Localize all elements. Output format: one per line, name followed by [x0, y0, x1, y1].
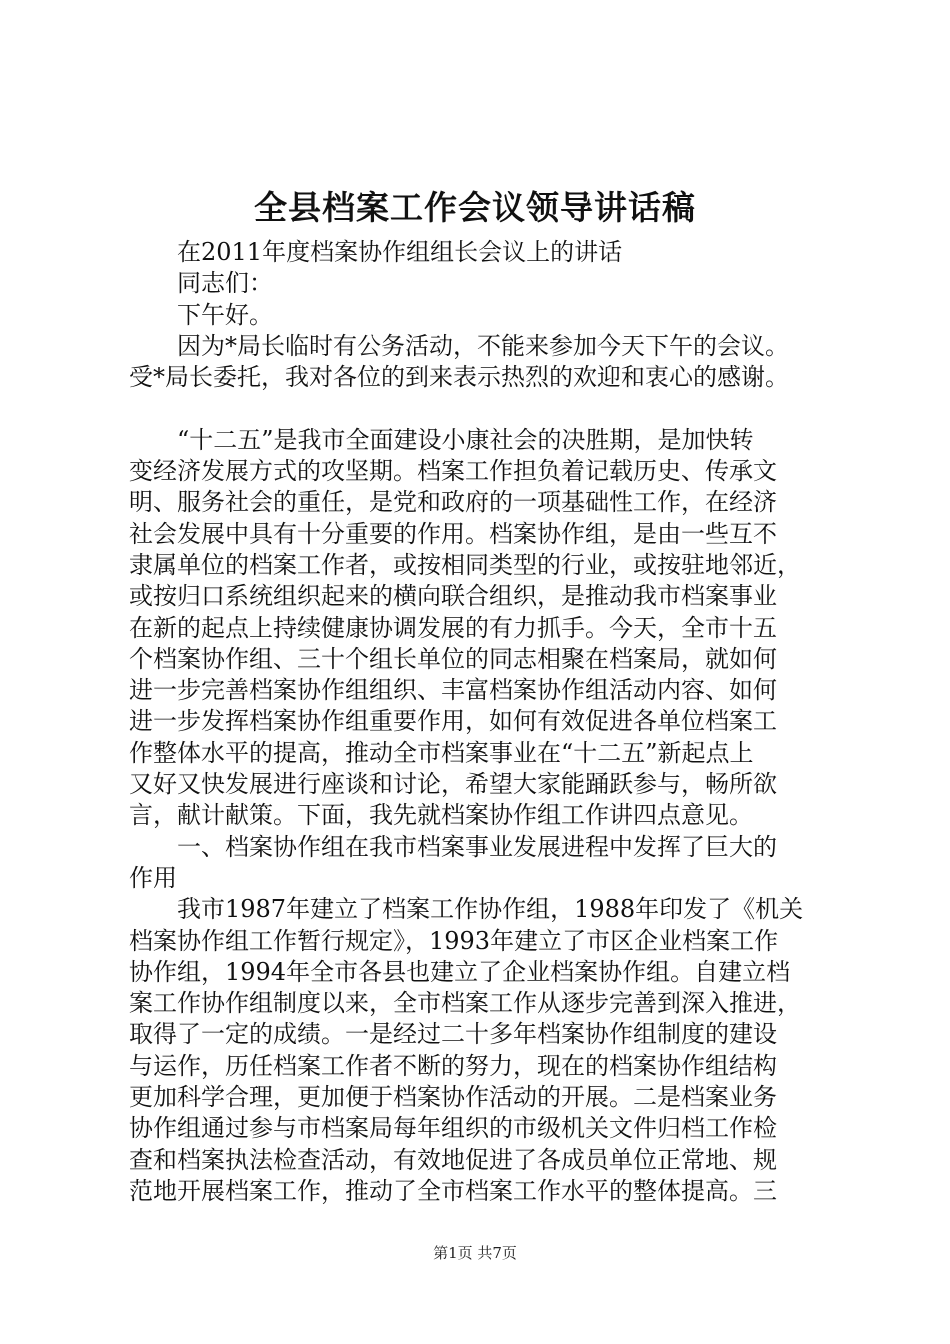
paragraph-line: 隶属单位的档案工作者，或按相同类型的行业，或按驻地邻近，	[129, 550, 801, 579]
paragraph-line: 个档案协作组、三十个组长单位的同志相聚在档案局，就如何	[129, 644, 777, 673]
page-footer: 第1页 共7页	[433, 1244, 517, 1262]
paragraph-line: 因为*局长临时有公务活动，不能来参加今天下午的会议。	[177, 331, 789, 360]
paragraph-line: 协作组，1994年全市各县也建立了企业档案协作组。自建立档	[129, 957, 791, 986]
paragraph-line: 取得了一定的成绩。一是经过二十多年档案协作组制度的建设	[129, 1020, 777, 1049]
paragraph-line: 查和档案执法检查活动，有效地促进了各成员单位正常地、规	[129, 1145, 777, 1174]
paragraph-line: 进一步发挥档案协作组重要作用，如何有效促进各单位档案工	[129, 707, 777, 736]
paragraph-line: 作整体水平的提高，推动全市档案事业在“十二五”新起点上	[129, 738, 754, 767]
salutation-line: 同志们：	[177, 269, 273, 298]
paragraph-line: 言，献计献策。下面，我先就档案协作组工作讲四点意见。	[129, 801, 753, 830]
paragraph-line: 变经济发展方式的攻坚期。档案工作担负着记载历史、传承文	[129, 457, 777, 486]
paragraph-line: 协作组通过参与市档案局每年组织的市级机关文件归档工作检	[129, 1114, 777, 1143]
paragraph-line: 明、服务社会的重任，是党和政府的一项基础性工作，在经济	[129, 488, 777, 517]
paragraph-line: 档案协作组工作暂行规定》，1993年建立了市区企业档案工作	[129, 926, 779, 955]
blank-line	[129, 393, 829, 424]
paragraph-line: 在新的起点上持续健康协调发展的有力抓手。今天，全市十五	[129, 613, 777, 642]
paragraph-line: 案工作协作组制度以来，全市档案工作从逐步完善到深入推进，	[129, 989, 801, 1018]
section-heading-line: 作用	[129, 863, 177, 892]
paragraph-line: 或按归口系统组织起来的横向联合组织，是推动我市档案事业	[129, 582, 777, 611]
document-title: 全县档案工作会议领导讲话稿	[254, 188, 696, 227]
paragraph-line: 更加科学合理，更加便于档案协作活动的开展。二是档案业务	[129, 1083, 777, 1112]
paragraph-line: 与运作，历任档案工作者不断的努力，现在的档案协作组结构	[129, 1051, 777, 1080]
subtitle-line: 在2011年度档案协作组组长会议上的讲话	[177, 238, 623, 266]
paragraph-line: 进一步完善档案协作组组织、丰富档案协作组活动内容、如何	[129, 676, 777, 705]
section-heading-line: 一、档案协作组在我市档案事业发展进程中发挥了巨大的	[177, 832, 777, 861]
paragraph-line: 我市1987年建立了档案工作协作组，1988年印发了《机关	[177, 895, 804, 924]
paragraph-line: “十二五”是我市全面建设小康社会的决胜期，是加快转	[177, 425, 754, 454]
paragraph-line: 受*局长委托，我对各位的到来表示热烈的欢迎和衷心的感谢。	[129, 363, 789, 392]
paragraph-line: 社会发展中具有十分重要的作用。档案协作组，是由一些互不	[129, 519, 777, 548]
greeting-line: 下午好。	[177, 300, 273, 329]
paragraph-line: 范地开展档案工作，推动了全市档案工作水平的整体提高。三	[129, 1176, 777, 1205]
document-body	[129, 237, 829, 1207]
paragraph-line: 又好又快发展进行座谈和讨论，希望大家能踊跃参与，畅所欲	[129, 770, 777, 799]
